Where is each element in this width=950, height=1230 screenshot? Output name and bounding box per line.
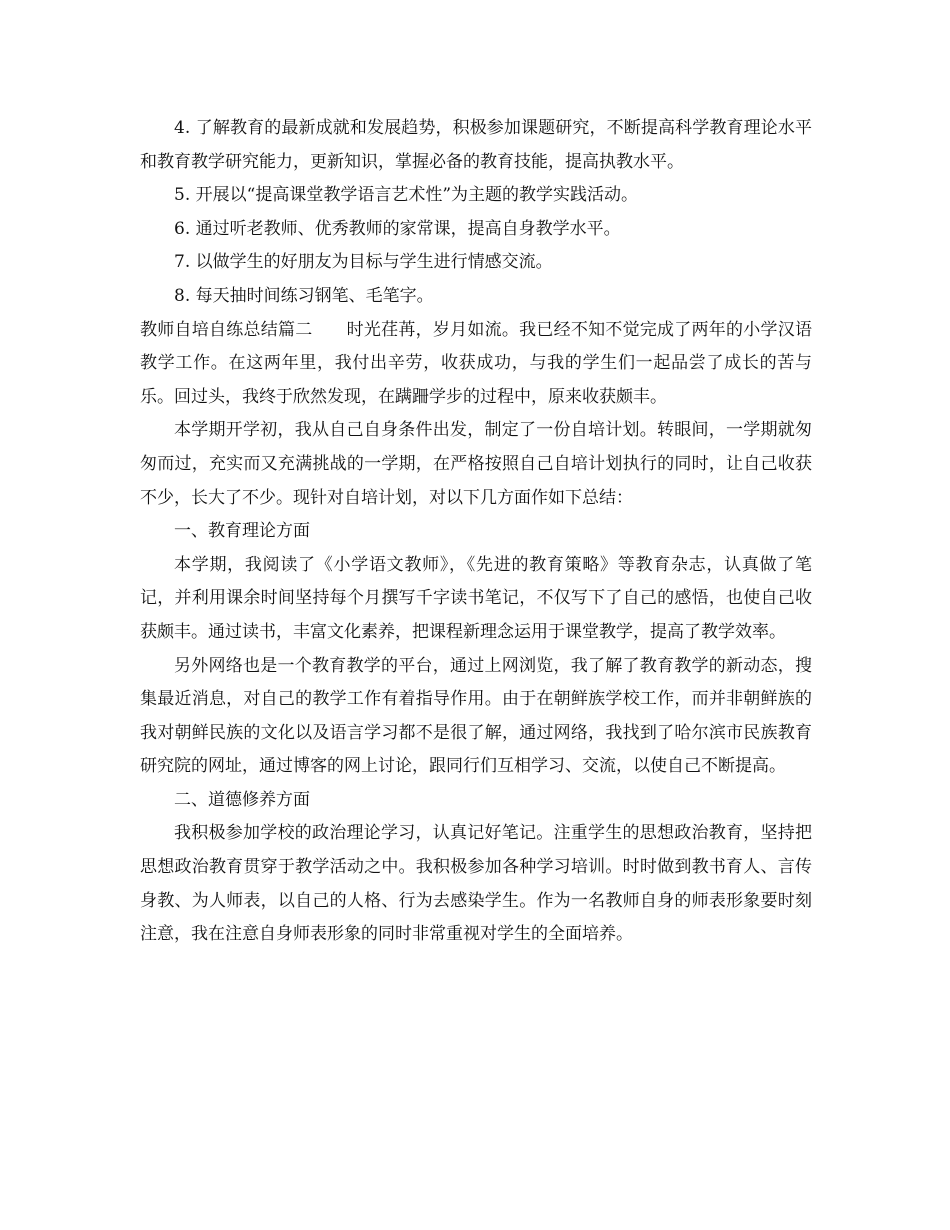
paragraph-item-6: 6. 通过听老教师、优秀教师的家常课，提高自身教学水平。 [174, 218, 621, 239]
paragraph-item-5: 5. 开展以“提高课堂教学语言艺术性”为主题的教学实践活动。 [174, 185, 639, 206]
document-body [140, 112, 812, 952]
intro-text: 时光荏苒，岁月如流。我已经不知不觉完成了两年的小学汉语教学工作。在这两年里，我付出辛劳，收获成功，与我的学生们一起品尝了成长的苦与乐。回过头，我终于欣然发现，在蹒跚学步的过程中，原来收获颇丰。 [140, 319, 813, 407]
paragraph-item-7: 7. 以做学生的好朋友为目标与学生进行情感交流。 [174, 252, 553, 273]
heading-moral-cultivation: 二、道德修养方面 [174, 789, 310, 810]
heading-education-theory: 一、教育理论方面 [174, 521, 310, 542]
paragraph-reading: 本学期，我阅读了《小学语文教师》，《先进的教育策略》等教育杂志，认真做了笔记，并利用课余时间坚持每个月撰写千字读书笔记，不仅写下了自己的感悟，也使自己收获颇丰。通过读书，丰富文化素养，把课程新理念运用于课堂教学，提高了教学效率。 [140, 554, 812, 642]
paragraph-item-8: 8. 每天抽时间练习钢笔、毛笔字。 [174, 285, 434, 306]
section-title: 教师自培自练总结篇二 [140, 319, 313, 340]
section-title-paragraph [140, 314, 812, 415]
paragraph-plan: 本学期开学初，我从自己自身条件出发，制定了一份自培计划。转眼间，一学期就匆匆而过，充实而又充满挑战的一学期，在严格按照自己自培计划执行的同时，让自己收获不少，长大了不少。现针对自培计划，对以下几方面作如下总结： [140, 420, 812, 508]
paragraph-item-4: 4. 了解教育的最新成就和发展趋势，积极参加课题研究，不断提高科学教育理论水平和教育教学研究能力，更新知识，掌握必备的教育技能，提高执教水平。 [140, 118, 812, 172]
paragraph-network: 另外网络也是一个教育教学的平台，通过上网浏览，我了解了教育教学的新动态，搜集最近消息，对自己的教学工作有着指导作用。由于在朝鲜族学校工作，而并非朝鲜族的我对朝鲜民族的文化以及语言学习都不是很了解，通过网络，我找到了哈尔滨市民族教育研究院的网址，通过博客的网上讨论，跟同行们互相学习、交流，以使自己不断提高。 [140, 655, 812, 777]
paragraph-moral: 我积极参加学校的政治理论学习，认真记好笔记。注重学生的思想政治教育，坚持把思想政治教育贯穿于教学活动之中。我积极参加各种学习培训。时时做到教书育人、言传身教、为人师表，以自己的人格、行为去感染学生。作为一名教师自身的师表形象要时刻注意，我在注意自身师表形象的同时非常重视对学生的全面培养。 [140, 823, 812, 945]
